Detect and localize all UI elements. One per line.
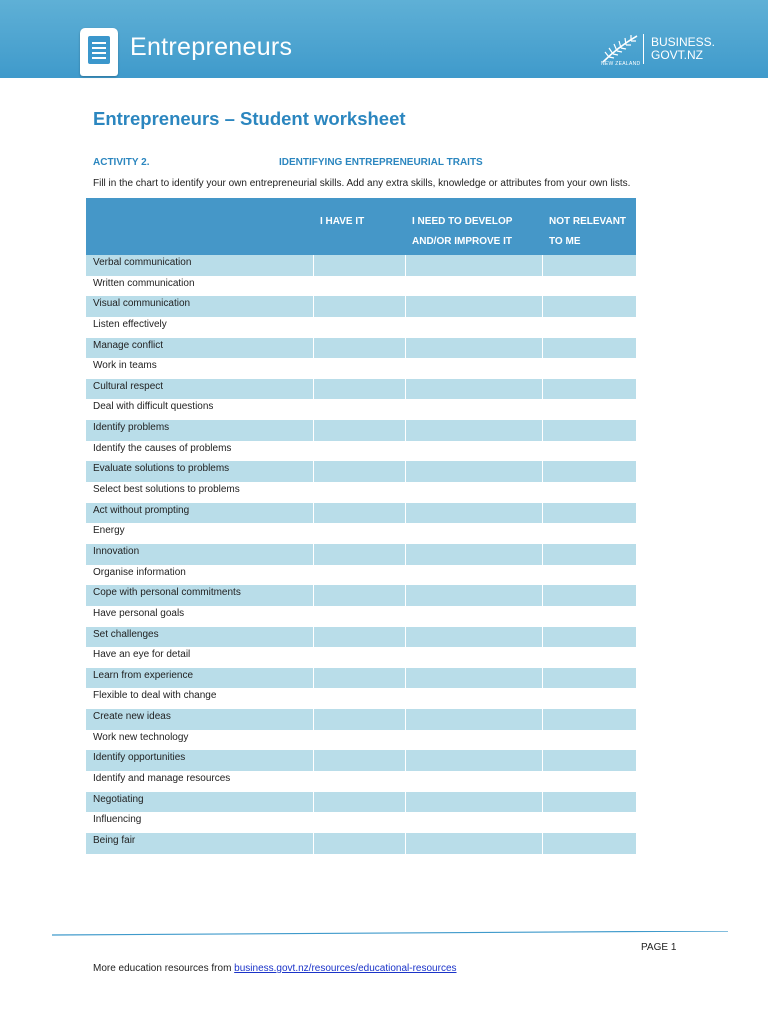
table-row bbox=[86, 750, 636, 771]
table-row bbox=[86, 296, 636, 317]
logo-line-2: GOVT.NZ bbox=[651, 48, 704, 62]
need-to-develop-cell[interactable] bbox=[405, 565, 542, 586]
not-relevant-cell[interactable] bbox=[542, 523, 636, 544]
instructions-text: Fill in the chart to identify your own entrepreneurial skills. Add any extra skills, knowledge or attributes from your own lists. bbox=[93, 178, 631, 189]
footer-resources-text: More education resources from bbox=[93, 963, 235, 974]
column-header-skill bbox=[86, 198, 313, 255]
skill-label: Learn from experience bbox=[86, 668, 313, 689]
need-to-develop-cell[interactable] bbox=[405, 338, 542, 359]
table-row bbox=[86, 399, 636, 420]
skill-label: Written communication bbox=[86, 276, 313, 297]
app-title: Entrepreneurs bbox=[130, 33, 293, 61]
footer-divider bbox=[52, 931, 728, 937]
need-to-develop-cell[interactable] bbox=[405, 317, 542, 338]
need-to-develop-cell[interactable] bbox=[405, 276, 542, 297]
need-to-develop-cell[interactable] bbox=[405, 812, 542, 833]
have-it-cell[interactable] bbox=[313, 276, 405, 297]
table-row bbox=[86, 379, 636, 400]
not-relevant-cell[interactable] bbox=[542, 833, 636, 854]
table-row bbox=[86, 833, 636, 854]
have-it-cell[interactable] bbox=[313, 730, 405, 751]
have-it-cell[interactable] bbox=[313, 461, 405, 482]
table-row bbox=[86, 441, 636, 462]
have-it-cell[interactable] bbox=[313, 523, 405, 544]
column-header-need-to-develop: I NEED TO DEVELOP AND/OR IMPROVE IT bbox=[405, 198, 542, 255]
document-icon bbox=[80, 28, 118, 76]
skill-label: Listen effectively bbox=[86, 317, 313, 338]
skill-label: Have personal goals bbox=[86, 606, 313, 627]
table-row bbox=[86, 358, 636, 379]
activity-label: ACTIVITY 2. bbox=[93, 157, 150, 168]
activity-heading: IDENTIFYING ENTREPRENEURIAL TRAITS bbox=[279, 157, 483, 168]
have-it-cell[interactable] bbox=[313, 627, 405, 648]
resources-link[interactable]: business.govt.nz/resources/educational-resources bbox=[234, 963, 457, 974]
need-to-develop-cell[interactable] bbox=[405, 730, 542, 751]
need-to-develop-cell[interactable] bbox=[405, 833, 542, 854]
table-row bbox=[86, 709, 636, 730]
not-relevant-cell[interactable] bbox=[542, 730, 636, 751]
skill-label: Work in teams bbox=[86, 358, 313, 379]
not-relevant-cell[interactable] bbox=[542, 647, 636, 668]
skill-label: Negotiating bbox=[86, 792, 313, 813]
business-govt-logo bbox=[651, 36, 715, 62]
have-it-cell[interactable] bbox=[313, 338, 405, 359]
not-relevant-cell[interactable] bbox=[542, 420, 636, 441]
table-row bbox=[86, 812, 636, 833]
footer-resources bbox=[93, 963, 457, 974]
not-relevant-cell[interactable] bbox=[542, 441, 636, 462]
not-relevant-cell[interactable] bbox=[542, 482, 636, 503]
not-relevant-cell[interactable] bbox=[542, 771, 636, 792]
table-row bbox=[86, 585, 636, 606]
skill-label: Manage conflict bbox=[86, 338, 313, 359]
have-it-cell[interactable] bbox=[313, 358, 405, 379]
have-it-cell[interactable] bbox=[313, 709, 405, 730]
need-to-develop-cell[interactable] bbox=[405, 750, 542, 771]
need-to-develop-cell[interactable] bbox=[405, 792, 542, 813]
not-relevant-cell[interactable] bbox=[542, 296, 636, 317]
have-it-cell[interactable] bbox=[313, 750, 405, 771]
skill-label: Being fair bbox=[86, 833, 313, 854]
not-relevant-cell[interactable] bbox=[542, 544, 636, 565]
skill-label: Identify and manage resources bbox=[86, 771, 313, 792]
not-relevant-cell[interactable] bbox=[542, 461, 636, 482]
skill-label: Create new ideas bbox=[86, 709, 313, 730]
need-to-develop-cell[interactable] bbox=[405, 399, 542, 420]
table-row bbox=[86, 647, 636, 668]
traits-table bbox=[86, 198, 636, 854]
have-it-cell[interactable] bbox=[313, 585, 405, 606]
have-it-cell[interactable] bbox=[313, 503, 405, 524]
skill-label: Evaluate solutions to problems bbox=[86, 461, 313, 482]
need-to-develop-cell[interactable] bbox=[405, 482, 542, 503]
logo-divider bbox=[643, 34, 644, 64]
skill-label: Set challenges bbox=[86, 627, 313, 648]
not-relevant-cell[interactable] bbox=[542, 276, 636, 297]
table-header-row bbox=[86, 198, 636, 255]
not-relevant-cell[interactable] bbox=[542, 565, 636, 586]
have-it-cell[interactable] bbox=[313, 420, 405, 441]
have-it-cell[interactable] bbox=[313, 565, 405, 586]
have-it-cell[interactable] bbox=[313, 771, 405, 792]
not-relevant-cell[interactable] bbox=[542, 379, 636, 400]
not-relevant-cell[interactable] bbox=[542, 812, 636, 833]
not-relevant-cell[interactable] bbox=[542, 792, 636, 813]
have-it-cell[interactable] bbox=[313, 606, 405, 627]
have-it-cell[interactable] bbox=[313, 544, 405, 565]
not-relevant-cell[interactable] bbox=[542, 255, 636, 276]
need-to-develop-cell[interactable] bbox=[405, 627, 542, 648]
table-row bbox=[86, 792, 636, 813]
skill-label: Work new technology bbox=[86, 730, 313, 751]
table-body bbox=[86, 255, 636, 854]
need-to-develop-cell[interactable] bbox=[405, 585, 542, 606]
skill-label: Visual communication bbox=[86, 296, 313, 317]
not-relevant-cell[interactable] bbox=[542, 627, 636, 648]
have-it-cell[interactable] bbox=[313, 441, 405, 462]
have-it-cell[interactable] bbox=[313, 317, 405, 338]
table-row bbox=[86, 606, 636, 627]
have-it-cell[interactable] bbox=[313, 482, 405, 503]
table-row bbox=[86, 771, 636, 792]
column-header-not-relevant: NOT RELEVANT TO ME bbox=[542, 198, 636, 255]
table-row bbox=[86, 688, 636, 709]
have-it-cell[interactable] bbox=[313, 668, 405, 689]
table-row bbox=[86, 730, 636, 751]
page-number: PAGE 1 bbox=[641, 942, 677, 953]
skill-label: Deal with difficult questions bbox=[86, 399, 313, 420]
have-it-cell[interactable] bbox=[313, 812, 405, 833]
need-to-develop-cell[interactable] bbox=[405, 441, 542, 462]
not-relevant-cell[interactable] bbox=[542, 358, 636, 379]
skill-label: Innovation bbox=[86, 544, 313, 565]
have-it-cell[interactable] bbox=[313, 833, 405, 854]
table-row bbox=[86, 668, 636, 689]
have-it-cell[interactable] bbox=[313, 688, 405, 709]
need-to-develop-cell[interactable] bbox=[405, 606, 542, 627]
table-row bbox=[86, 503, 636, 524]
not-relevant-cell[interactable] bbox=[542, 668, 636, 689]
skill-label: Energy bbox=[86, 523, 313, 544]
logo-caption: NEW ZEALAND bbox=[601, 61, 641, 67]
have-it-cell[interactable] bbox=[313, 647, 405, 668]
worksheet-title: Entrepreneurs – Student worksheet bbox=[93, 108, 406, 129]
need-to-develop-cell[interactable] bbox=[405, 461, 542, 482]
need-to-develop-cell[interactable] bbox=[405, 688, 542, 709]
table-row bbox=[86, 461, 636, 482]
skill-label: Influencing bbox=[86, 812, 313, 833]
have-it-cell[interactable] bbox=[313, 792, 405, 813]
table-row bbox=[86, 276, 636, 297]
skill-label: Flexible to deal with change bbox=[86, 688, 313, 709]
need-to-develop-cell[interactable] bbox=[405, 771, 542, 792]
not-relevant-cell[interactable] bbox=[542, 317, 636, 338]
skill-label: Select best solutions to problems bbox=[86, 482, 313, 503]
need-to-develop-cell[interactable] bbox=[405, 379, 542, 400]
need-to-develop-cell[interactable] bbox=[405, 668, 542, 689]
logo-line-1: BUSINESS. bbox=[651, 35, 716, 49]
table-row bbox=[86, 565, 636, 586]
need-to-develop-cell[interactable] bbox=[405, 523, 542, 544]
not-relevant-cell[interactable] bbox=[542, 688, 636, 709]
table-row bbox=[86, 420, 636, 441]
table-row bbox=[86, 544, 636, 565]
skill-label: Identify the causes of problems bbox=[86, 441, 313, 462]
have-it-cell[interactable] bbox=[313, 296, 405, 317]
not-relevant-cell[interactable] bbox=[542, 750, 636, 771]
skill-label: Cope with personal commitments bbox=[86, 585, 313, 606]
need-to-develop-cell[interactable] bbox=[405, 358, 542, 379]
not-relevant-cell[interactable] bbox=[542, 709, 636, 730]
need-to-develop-cell[interactable] bbox=[405, 255, 542, 276]
table-row bbox=[86, 523, 636, 544]
need-to-develop-cell[interactable] bbox=[405, 709, 542, 730]
not-relevant-cell[interactable] bbox=[542, 585, 636, 606]
not-relevant-cell[interactable] bbox=[542, 606, 636, 627]
not-relevant-cell[interactable] bbox=[542, 338, 636, 359]
skill-label: Act without prompting bbox=[86, 503, 313, 524]
have-it-cell[interactable] bbox=[313, 379, 405, 400]
silver-fern-icon bbox=[601, 34, 639, 64]
table-row bbox=[86, 482, 636, 503]
skill-label: Have an eye for detail bbox=[86, 647, 313, 668]
not-relevant-cell[interactable] bbox=[542, 503, 636, 524]
skill-label: Cultural respect bbox=[86, 379, 313, 400]
table-row bbox=[86, 317, 636, 338]
skill-label: Verbal communication bbox=[86, 255, 313, 276]
table-row bbox=[86, 338, 636, 359]
not-relevant-cell[interactable] bbox=[542, 399, 636, 420]
need-to-develop-cell[interactable] bbox=[405, 420, 542, 441]
have-it-cell[interactable] bbox=[313, 255, 405, 276]
column-header-have-it: I HAVE IT bbox=[313, 198, 405, 255]
need-to-develop-cell[interactable] bbox=[405, 544, 542, 565]
need-to-develop-cell[interactable] bbox=[405, 647, 542, 668]
need-to-develop-cell[interactable] bbox=[405, 296, 542, 317]
skill-label: Identify opportunities bbox=[86, 750, 313, 771]
table-row bbox=[86, 255, 636, 276]
have-it-cell[interactable] bbox=[313, 399, 405, 420]
skill-label: Organise information bbox=[86, 565, 313, 586]
skill-label: Identify problems bbox=[86, 420, 313, 441]
need-to-develop-cell[interactable] bbox=[405, 503, 542, 524]
table-row bbox=[86, 627, 636, 648]
